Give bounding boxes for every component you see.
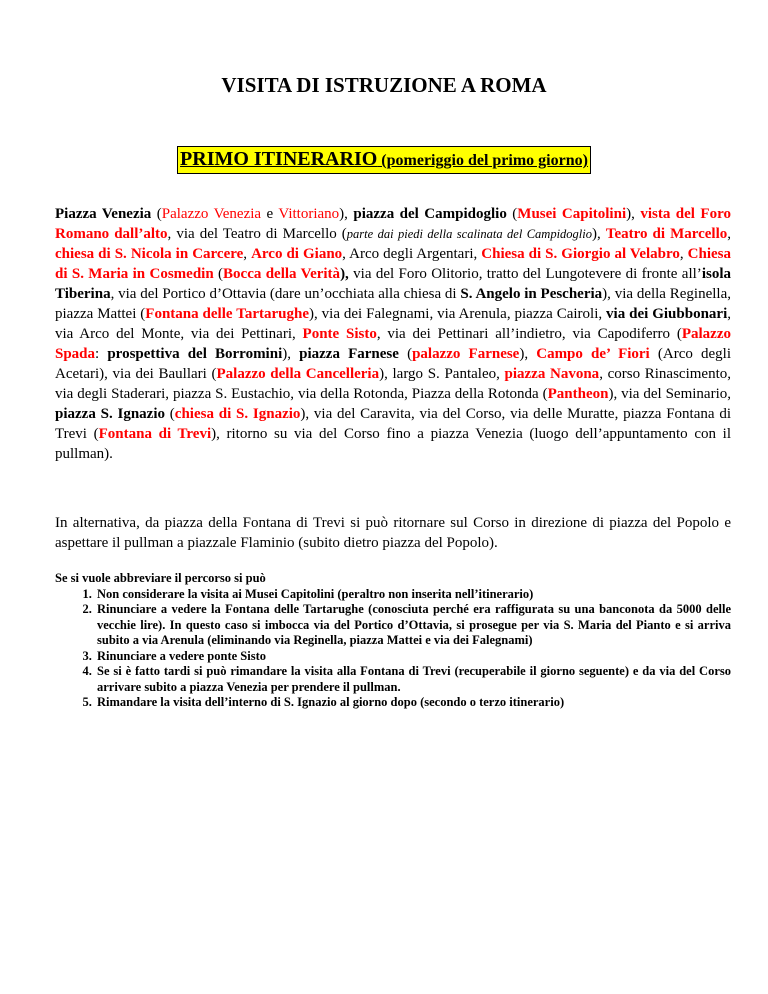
place-highlight: Bocca della Verità — [223, 266, 341, 282]
place-highlight: Palazzo della Cancelleria — [216, 366, 380, 382]
place-highlight: Pantheon — [547, 386, 609, 402]
place-highlight: Vittoriano — [278, 206, 340, 222]
place-highlight: Chiesa di S. Giorgio al Velabro — [481, 246, 680, 262]
place-highlight: Teatro di Marcello — [605, 226, 728, 242]
itinerary-text: , — [727, 226, 732, 242]
itinerary-heading — [177, 146, 591, 174]
itinerary-heading-main: PRIMO ITINERARIO — [180, 148, 378, 170]
itinerary-text: ), via della Reginella, piazza Mattei ( — [55, 286, 731, 322]
place-bold: piazza S. Ignazio — [55, 406, 165, 422]
itinerary-text: ), — [519, 346, 537, 362]
place-highlight: piazza Navona — [504, 366, 600, 382]
itinerary-text: ( — [213, 266, 224, 282]
place-bold: prospettiva del Borromini — [107, 346, 283, 362]
itinerary-paragraph — [55, 204, 731, 464]
abbreviation-intro: Se si vuole abbreviare il percorso si può — [55, 571, 266, 585]
abbreviation-item: 2. Rinunciare a vedere la Fontana delle Tartarughe (conosciuta perché era raffigurata su una banconota da 5000 delle vecchie lire). In questo caso si imbocca via del Portico d’Ottavia, si prosegue per via S. Maria del Pianto e si arriva subito a via Arenula (eliminando via Reginella, piazza Mattei e via dei Falegnami) — [95, 602, 731, 649]
place-bold: piazza del Campidoglio — [353, 206, 507, 222]
itinerary-text: via del Foro Olitorio, tratto del Lungotevere di fronte all’ — [348, 266, 702, 282]
place-bold: Piazza Venezia — [55, 206, 152, 222]
itinerary-heading-sub: (pomeriggio del primo giorno) — [377, 152, 588, 169]
itinerary-text: , via Arco del Monte, via dei Pettinari, — [55, 306, 731, 342]
place-highlight: Palazzo Venezia — [161, 206, 262, 222]
itinerary-text: ), — [626, 206, 641, 222]
abbreviation-item: 5. Rimandare la visita dell’interno di S. Ignazio al giorno dopo (secondo o terzo itinerario) — [95, 695, 731, 711]
itinerary-text: , via dei Pettinari all’indietro, via Capodiferro ( — [376, 326, 682, 342]
abbreviation-item: 3. Rinunciare a vedere ponte Sisto — [95, 649, 731, 665]
itinerary-text: ), ritorno su via del Corso fino a piazza Venezia (luogo dell’appuntamento con il pullman). — [55, 426, 731, 462]
itinerary-text: ), via dei Falegnami, via Arenula, piazza Cairoli, — [308, 306, 607, 322]
itinerary-text: parte dai piedi della scalinata del Campidoglio — [346, 227, 593, 241]
place-highlight: chiesa di S. Nicola in Carcere — [55, 246, 244, 262]
itinerary-text: ), — [339, 206, 354, 222]
itinerary-text: , Arco degli Argentari, — [342, 246, 482, 262]
itinerary-text: , — [679, 246, 688, 262]
abbreviation-item: 4. Se si è fatto tardi si può rimandare la visita alla Fontana di Trevi (recuperabile il giorno seguente) e da via del Corso arrivare subito a piazza Venezia per prendere il pullman. — [95, 664, 731, 695]
abbreviation-section — [55, 571, 731, 711]
itinerary-text: , corso Rinascimento, via degli Staderari, piazza S. Eustachio, via della Rotonda, Piazza della Rotonda ( — [55, 366, 731, 402]
subtitle-container — [0, 146, 768, 174]
page-title: VISITA DI ISTRUZIONE A ROMA — [221, 73, 547, 97]
itinerary-text: e — [261, 206, 279, 222]
abbreviation-list — [55, 587, 731, 711]
itinerary-text: ( — [165, 406, 175, 422]
itinerary-text: ( — [398, 346, 413, 362]
itinerary-text: , via del Portico d’Ottavia (dare un’occhiata alla chiesa di — [110, 286, 461, 302]
itinerary-text: ), — [592, 226, 606, 242]
place-highlight: Chiesa di S. Maria in Cosmedin — [55, 246, 732, 282]
itinerary-text: : — [95, 346, 108, 362]
place-highlight: Campo de’ Fiori — [536, 346, 650, 362]
place-highlight: vista del Foro Romano dall’alto — [55, 206, 731, 242]
itinerary-text: ), — [282, 346, 300, 362]
place-bold: S. Angelo in Pescheria — [460, 286, 603, 302]
itinerary-text: ( — [506, 206, 518, 222]
place-highlight: Arco di Giano — [251, 246, 343, 262]
place-highlight: Fontana delle Tartarughe — [145, 306, 309, 322]
place-bold: ), — [340, 266, 349, 282]
itinerary-text: ), largo S. Pantaleo, — [379, 366, 505, 382]
alternative-paragraph: In alternativa, da piazza della Fontana di Trevi si può ritornare sul Corso in direzione di piazza del Popolo e aspettare il pullman a piazzale Flaminio (subito dietro piazza del Popolo). — [55, 515, 731, 551]
place-highlight: palazzo Farnese — [412, 346, 520, 362]
itinerary-text: ), via del Caravita, via del Corso, via delle Muratte, piazza Fontana di Trevi ( — [55, 406, 731, 442]
itinerary-text: ( — [151, 206, 162, 222]
itinerary-text: , — [243, 246, 252, 262]
place-highlight: Palazzo Spada — [55, 326, 731, 362]
place-highlight: Fontana di Trevi — [98, 426, 212, 442]
itinerary-text: ), via del Seminario, — [608, 386, 731, 402]
place-bold: piazza Farnese — [299, 346, 399, 362]
place-bold: via dei Giubbonari — [606, 306, 728, 322]
itinerary-text: , via del Teatro di Marcello ( — [167, 226, 347, 242]
itinerary-text: (Arco degli Acetari), via dei Baullari ( — [55, 346, 731, 382]
place-highlight: chiesa di S. Ignazio — [174, 406, 301, 422]
abbreviation-item: 1. Non considerare la visita ai Musei Capitolini (peraltro non inserita nell’itinerario) — [95, 587, 731, 603]
place-bold: isola Tiberina — [55, 266, 731, 302]
place-highlight: Ponte Sisto — [302, 326, 377, 342]
place-highlight: Musei Capitolini — [517, 206, 627, 222]
